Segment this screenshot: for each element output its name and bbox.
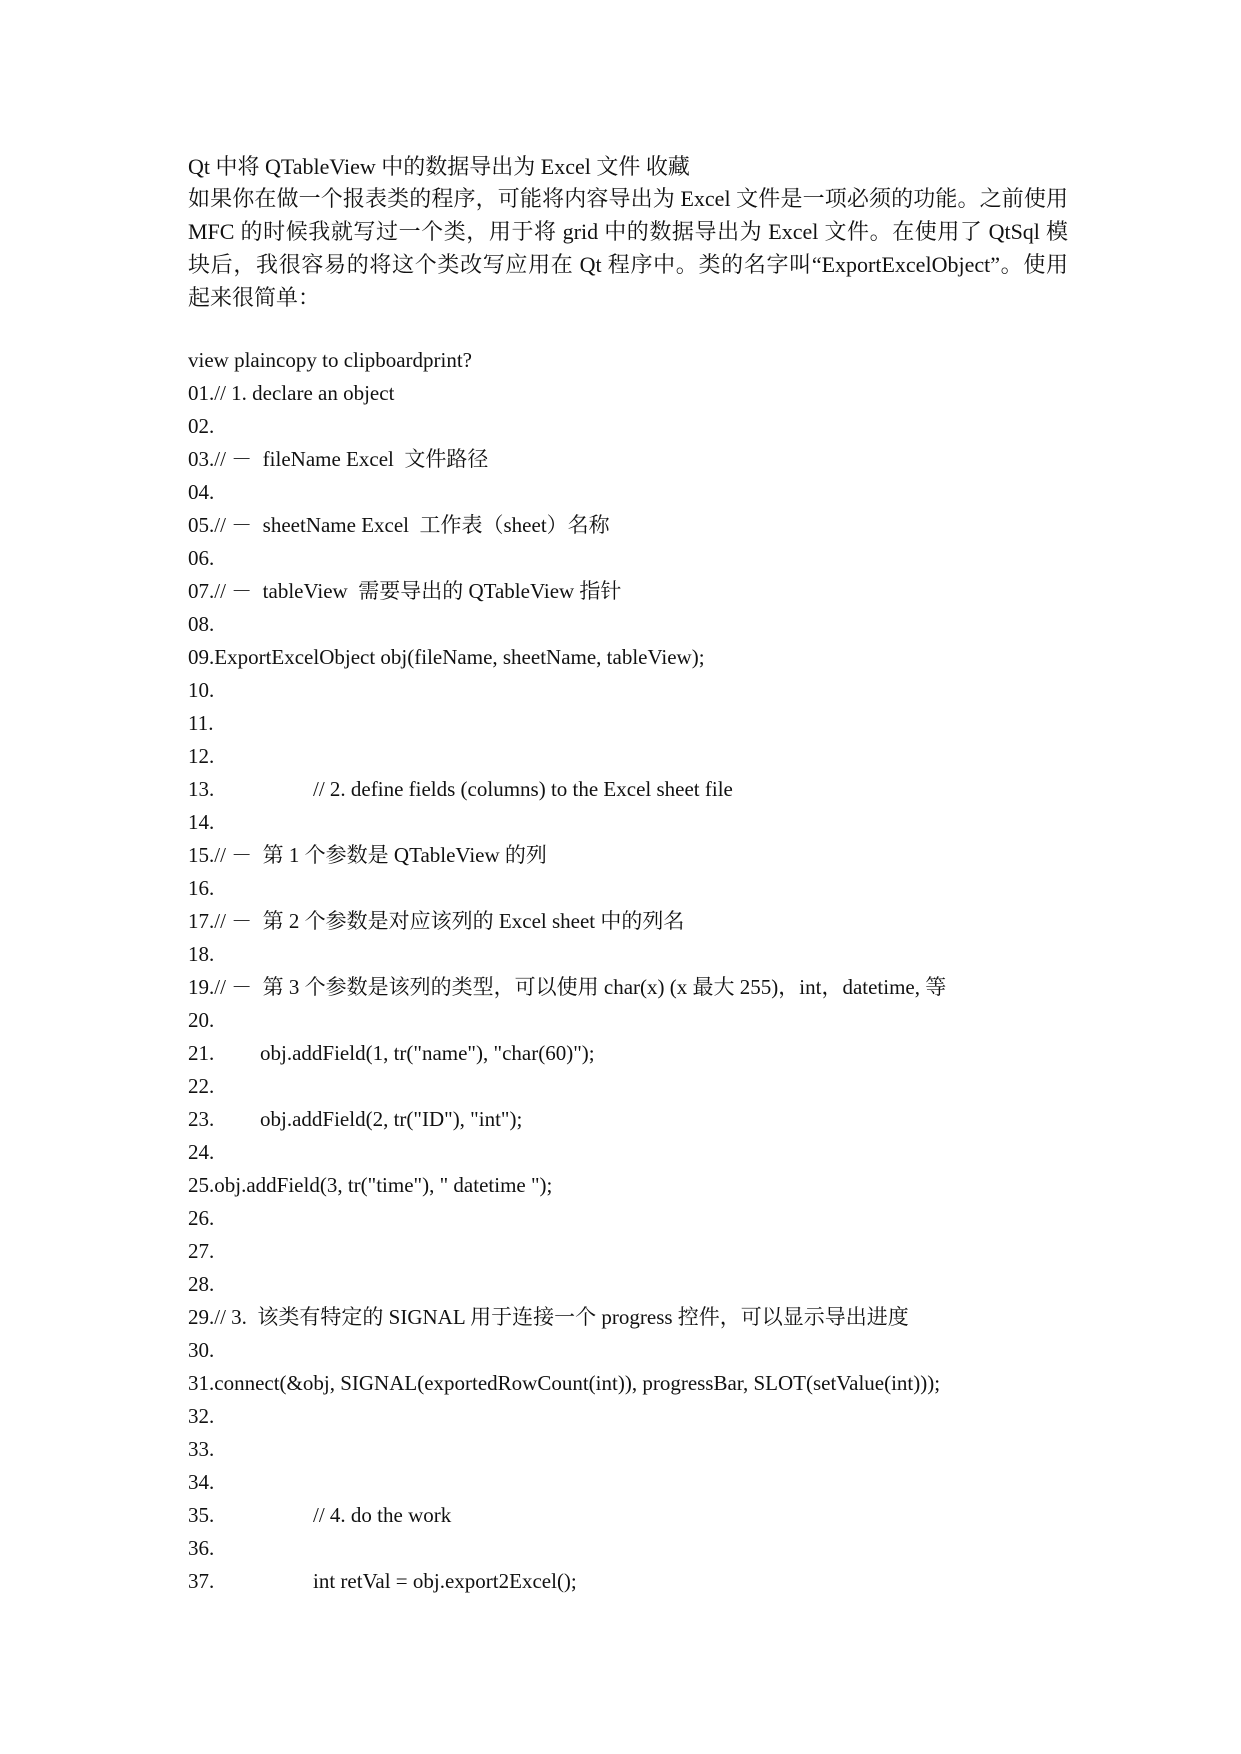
paragraph-spacer [188,314,1068,344]
code-line [188,509,1068,542]
code-line [188,707,1068,740]
code-line-text: int retVal = obj.export2Excel(); [313,1569,577,1593]
code-line-number: 18. [188,942,215,966]
code-line [188,1499,1068,1532]
code-line-number: 26. [188,1206,215,1230]
code-line-text: // － sheetName Excel 工作表（sheet）名称 [214,513,610,537]
code-line [188,938,1068,971]
code-line-text: // 2. define fields (columns) to the Excel sheet file [313,777,733,801]
code-line [188,905,1068,938]
code-line [188,806,1068,839]
document-title: Qt 中将 QTableView 中的数据导出为 Excel 文件 收藏 [188,154,690,179]
code-line-number: 04. [188,480,215,504]
code-line-text: // － fileName Excel 文件路径 [214,447,489,471]
code-line [188,443,1068,476]
code-line-number: 27. [188,1239,215,1263]
code-line-number: 13. [188,777,215,801]
code-line-text: // 4. do the work [313,1503,452,1527]
code-line [188,641,1068,674]
code-line [188,1532,1068,1565]
code-line-number: 01. [188,381,215,405]
code-line-number: 34. [188,1470,215,1494]
document-page [188,152,1068,1598]
code-line-number: 22. [188,1074,215,1098]
code-line-number: 30. [188,1338,215,1362]
code-line [188,575,1068,608]
code-line [188,542,1068,575]
code-line-number: 32. [188,1404,215,1428]
code-line-number: 08. [188,612,215,636]
code-line-text: obj.addField(1, tr("name"), "char(60)"); [260,1041,595,1065]
code-line-text: // － 第 3 个参数是该列的类型，可以使用 char(x) (x 最大 255)，int，datetime, 等 [214,975,947,999]
code-line [188,773,1068,806]
code-line-number: 29. [188,1305,215,1329]
code-line-number: 19. [188,975,215,999]
code-line [188,476,1068,509]
code-line [188,410,1068,443]
code-line [188,1367,1068,1400]
code-line-text: // 1. declare an object [214,381,395,405]
code-line [188,1169,1068,1202]
code-line-number: 12. [188,744,215,768]
code-line-text: ExportExcelObject obj(fileName, sheetName, tableView); [214,645,705,669]
code-line-text: connect(&obj, SIGNAL(exportedRowCount(int)), progressBar, SLOT(setValue(int))); [214,1371,941,1395]
code-line [188,674,1068,707]
code-line-number: 35. [188,1503,215,1527]
code-line-number: 36. [188,1536,215,1560]
code-line-text: // － 第 1 个参数是 QTableView 的列 [214,843,547,867]
code-line-number: 31. [188,1371,215,1395]
code-line-number: 25. [188,1173,215,1197]
code-line-text: obj.addField(3, tr("time"), " datetime "); [214,1173,553,1197]
code-line-number: 17. [188,909,215,933]
code-line-number: 21. [188,1041,215,1065]
code-line [188,971,1068,1004]
code-line-number: 02. [188,414,215,438]
code-line [188,872,1068,905]
code-line-number: 20. [188,1008,215,1032]
code-line-number: 16. [188,876,215,900]
code-block [188,377,1068,1598]
code-line [188,1301,1068,1334]
code-line [188,839,1068,872]
code-line [188,1400,1068,1433]
code-line-number: 24. [188,1140,215,1164]
code-line-number: 03. [188,447,215,471]
code-line [188,1433,1068,1466]
code-line-number: 09. [188,645,215,669]
code-line [188,740,1068,773]
code-line-text: // － tableView 需要导出的 QTableView 指针 [214,579,622,603]
code-line [188,1070,1068,1103]
code-line-number: 06. [188,546,215,570]
code-line-number: 05. [188,513,215,537]
code-line-number: 15. [188,843,215,867]
code-line-number: 37. [188,1569,215,1593]
code-line-number: 07. [188,579,215,603]
code-line-number: 14. [188,810,215,834]
code-toolbar-text: view plaincopy to clipboardprint? [188,348,473,372]
code-line-text: // 3. 该类有特定的 SIGNAL 用于连接一个 progress 控件，可以显示导出进度 [214,1305,909,1329]
code-line [188,1103,1068,1136]
code-line-text: obj.addField(2, tr("ID"), "int"); [260,1107,523,1131]
code-line [188,1466,1068,1499]
code-line [188,608,1068,641]
code-line [188,1268,1068,1301]
code-line-number: 28. [188,1272,215,1296]
code-line [188,1202,1068,1235]
code-line [188,1334,1068,1367]
code-line-number: 33. [188,1437,215,1461]
intro-paragraph: 如果你在做一个报表类的程序，可能将内容导出为 Excel 文件是一项必须的功能。之前使用 MFC 的时候我就写过一个类，用于将 grid 中的数据导出为 Excel 文件。在使用了 QtSql 模块后，我很容易的将这个类改写应用在 Qt 程序中。类的名字叫“ExportExcelObject”。使用起来很简单： [188,186,1068,310]
code-line [188,1037,1068,1070]
code-line-text: // － 第 2 个参数是对应该列的 Excel sheet 中的列名 [214,909,685,933]
code-line-number: 10. [188,678,215,702]
code-line [188,1136,1068,1169]
code-line [188,1004,1068,1037]
code-line [188,1235,1068,1268]
code-line-number: 11. [188,711,214,735]
code-line-number: 23. [188,1107,215,1131]
code-line [188,1565,1068,1598]
code-line [188,377,1068,410]
